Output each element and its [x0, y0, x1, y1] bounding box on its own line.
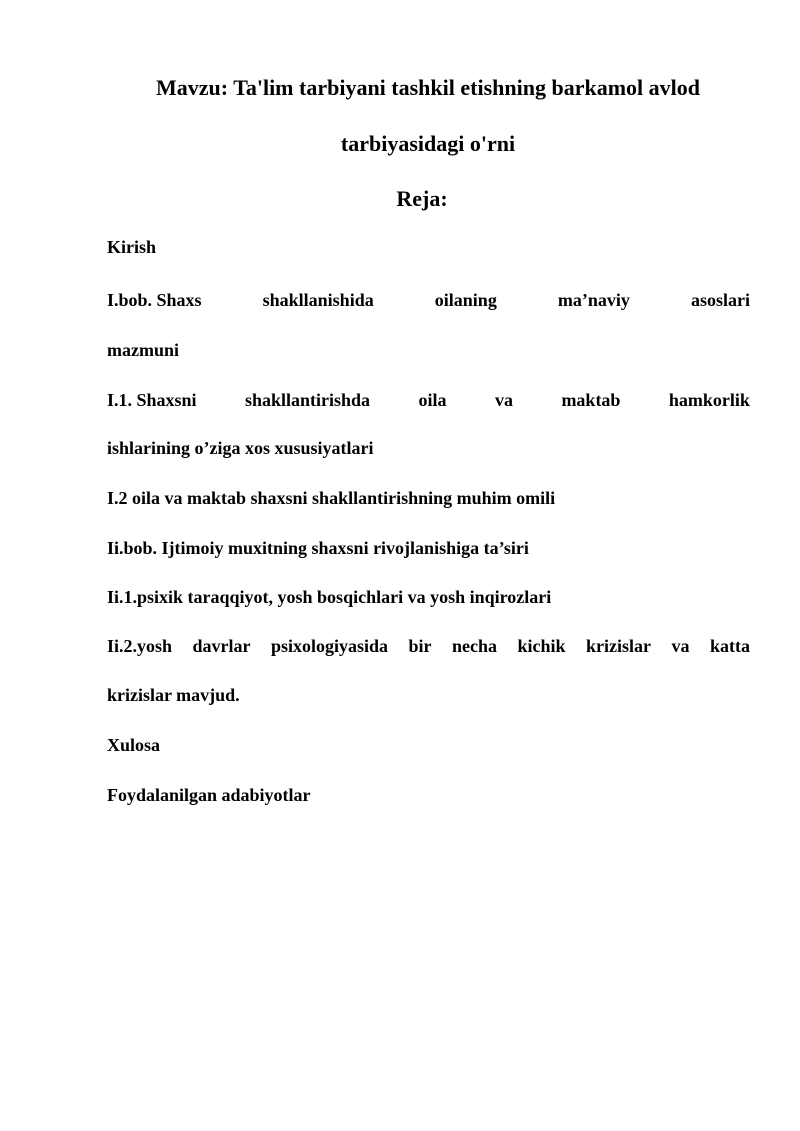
toc-word: davrlar [192, 636, 251, 656]
plan-heading: Reja: [396, 186, 448, 211]
toc-word: hamkorlik [668, 390, 750, 410]
toc-word: va [494, 390, 513, 410]
toc-word: katta [710, 636, 750, 656]
toc-word: shakllanishida [262, 290, 374, 310]
toc-word: psixologiyasida [271, 636, 389, 656]
toc-word: kichik [517, 636, 566, 656]
toc-word: Ii.2.yosh [107, 636, 173, 656]
document-title-line-1: Mavzu: Ta'lim tarbiyani tashkil etishning barkamol avlod [156, 75, 700, 100]
toc-word: oila [418, 390, 447, 410]
toc-word: krizislar [586, 636, 652, 656]
toc-section-1-1-line-2: ishlarining o’ziga xos xususiyatlari [107, 438, 374, 458]
toc-section-2-2-line-2: krizislar mavjud. [107, 685, 240, 705]
toc-intro: Kirish [107, 237, 157, 257]
toc-word: shakllantirishda [245, 390, 371, 410]
toc-section-1-2: I.2 oila va maktab shaxsni shakllantirishning muhim omili [107, 488, 556, 508]
toc-section-2-1: Ii.1.psixik taraqqiyot, yosh bosqichlari va yosh inqirozlari [107, 587, 552, 607]
toc-word: asoslari [690, 290, 750, 310]
toc-word: va [671, 636, 690, 656]
toc-word: I.bob. Shaxs [107, 290, 202, 310]
toc-chapter-1-line-2: mazmuni [107, 340, 179, 360]
toc-word: ma’naviy [557, 290, 630, 310]
toc-word: oilaning [434, 290, 497, 310]
toc-references: Foydalanilgan adabiyotlar [107, 785, 311, 805]
toc-section-1-1 [107, 389, 750, 411]
document-title-line-2: tarbiyasidagi o'rni [340, 131, 516, 156]
toc-section-2-2 [107, 635, 750, 657]
toc-chapter-2: Ii.bob. Ijtimoiy muxitning shaxsni rivojlanishiga ta’siri [107, 538, 529, 558]
toc-word: necha [452, 636, 498, 656]
toc-word: bir [408, 636, 432, 656]
toc-word: maktab [561, 390, 621, 410]
toc-chapter-1 [107, 289, 750, 311]
toc-conclusion: Xulosa [107, 735, 161, 755]
toc-word: I.1. Shaxsni [107, 390, 197, 410]
